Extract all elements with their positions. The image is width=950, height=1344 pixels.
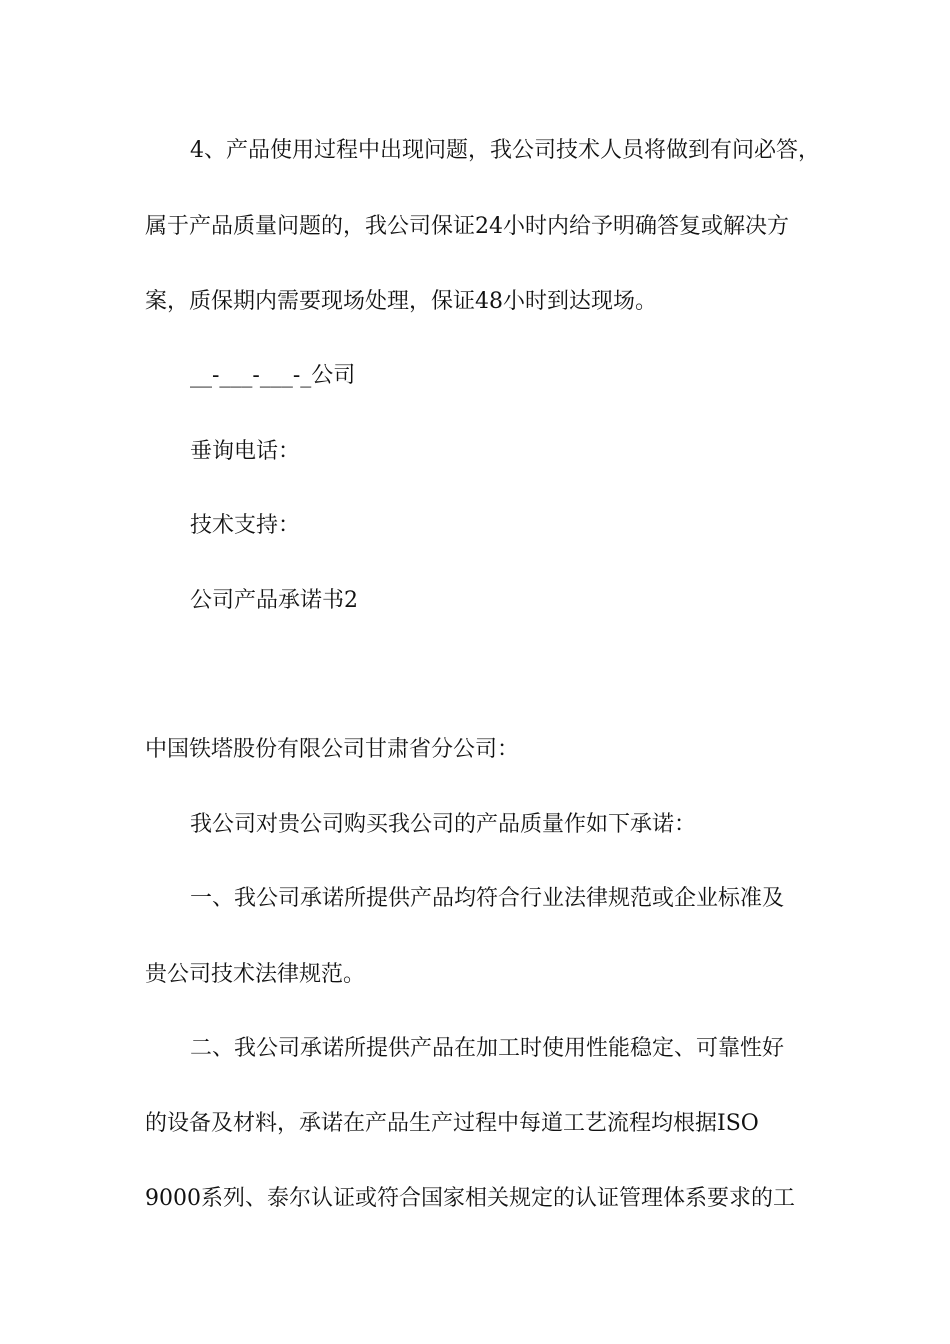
paragraph-line: 的设备及材料，承诺在产品生产过程中每道工艺流程均根据ISO [145, 1111, 759, 1136]
paragraph-line: 我公司对贵公司购买我公司的产品质量作如下承诺： [190, 812, 697, 837]
paragraph-line: 贵公司技术法律规范。 [145, 962, 366, 987]
addressee-line: 中国铁塔股份有限公司甘肃省分公司： [145, 737, 520, 762]
inquiry-phone-label: 垂询电话： [190, 439, 301, 464]
tech-support-label: 技术支持： [190, 513, 301, 538]
paragraph-line: 属于产品质量问题的，我公司保证24小时内给予明确答复或解决方 [145, 214, 789, 239]
paragraph-line: 二、我公司承诺所提供产品在加工时使用性能稳定、可靠性好 [190, 1036, 785, 1061]
paragraph-line: 4、产品使用过程中出现问题，我公司技术人员将做到有问必答， [190, 138, 820, 163]
paragraph-line: 一、我公司承诺所提供产品均符合行业法律规范或企业标准及 [190, 886, 785, 911]
paragraph-line: 9000系列、泰尔认证或符合国家相关规定的认证管理体系要求的工 [145, 1186, 795, 1211]
company-signature-line: __-___-___-_公司 [190, 363, 356, 388]
paragraph-line: 案，质保期内需要现场处理，保证48小时到达现场。 [145, 289, 657, 314]
section-title: 公司产品承诺书2 [190, 588, 358, 613]
